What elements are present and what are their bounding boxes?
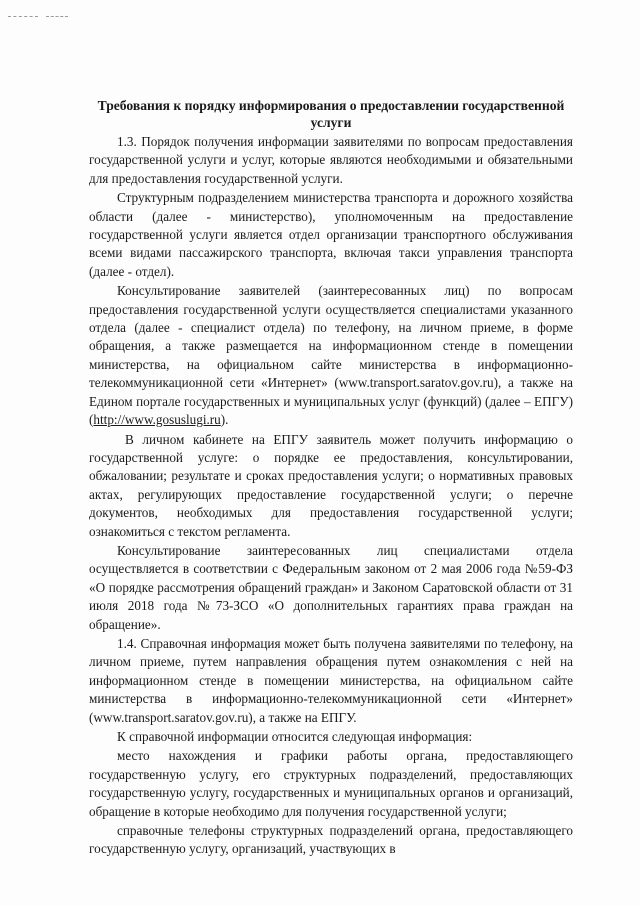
paragraph-consulting-tail: ).: [220, 412, 229, 428]
paragraph-consulting-law: Консультирование заинтересованных лиц специалистами отдела осуществляется в соответствии с Федеральным законом от 2 мая 2006 года №59-ФЗ «О порядке рассмотрения обращений граждан» и Законом Саратовской области от 31 июля 2018 года №73-ЗСО «О дополнительных гарантиях права граждан на обращение».: [89, 542, 573, 632]
paragraph-reference-info: К справочной информации относится следующая информация:: [117, 729, 473, 744]
document-title: Требования к порядку информирования о предоставлении государственной услуги: [97, 98, 565, 130]
scan-artifact: [8, 16, 38, 18]
paragraph-1-3: 1.3. Порядок получения информации заявителями по вопросам предоставления государственной услуги и услуг, которые являются необходимыми и обязательными для предоставления государственной услуги.: [89, 134, 573, 186]
paragraph-1-4: 1.4. Справочная информация может быть получена заявителями по телефону, на личном приеме, путем направления обращения путем ознакомления с ней на информационном стенде в помещении министерства, на официальном сайте министерства в информационно-телекоммуникационной сети «Интернет» (www.transport.saratov.gov.ru), а также на ЕПГУ.: [89, 635, 573, 725]
paragraph-personal-cabinet: В личном кабинете на ЕПГУ заявитель может получить информацию о государственной услуге: о порядке ее предоставления, консультировании, обжаловании; результате и сроках предоставления услуги; о нормативных правовых актах, регулирующих предоставление государственной услуги; о перечне документов, необходимых для предоставления государственной услуги; ознакомиться с текстом регламента.: [89, 431, 573, 539]
paragraph-phones: справочные телефоны структурных подразделений органа, предоставляющего государственную услугу, организаций, участвующих в: [89, 823, 573, 857]
document-body: [89, 97, 573, 860]
paragraph-structural-unit: Структурным подразделением министерства транспорта и дорожного хозяйства области (далее - министерство), уполномоченным на предоставление государственной услуги является отдел организации транспортного обслуживания всеми видами пассажирского транспорта, включая такси управления транспорта (далее - отдел).: [89, 190, 573, 279]
paragraph-location: место нахождения и графики работы органа, предоставляющего государственную услугу, его структурных подразделений, предоставляющих государственную услугу, государственных и муниципальных органов и организаций, обращение в которые необходимо для получения государственной услуги;: [89, 748, 573, 819]
scan-artifact: [46, 16, 68, 18]
gosuslugi-link[interactable]: http://www.gosuslugi.ru: [93, 412, 221, 428]
paragraph-consulting-text: Консультирование заявителей (заинтересованных лиц) по вопросам предоставления государственной услуги осуществляется специалистами указанного отдела (далее - специалист отдела) по телефону, на личном приеме, в форме обращения, а также размещается на информационном стенде в помещении министерства, на официальном сайте министерства в информационно-телекоммуникационной сети «Интернет» (www.transport.saratov.gov.ru), а также на Едином портале государственных и муниципальных услуг (функций) (далее – ЕПГУ) (: [89, 283, 573, 428]
paragraph-consulting: [89, 282, 573, 429]
